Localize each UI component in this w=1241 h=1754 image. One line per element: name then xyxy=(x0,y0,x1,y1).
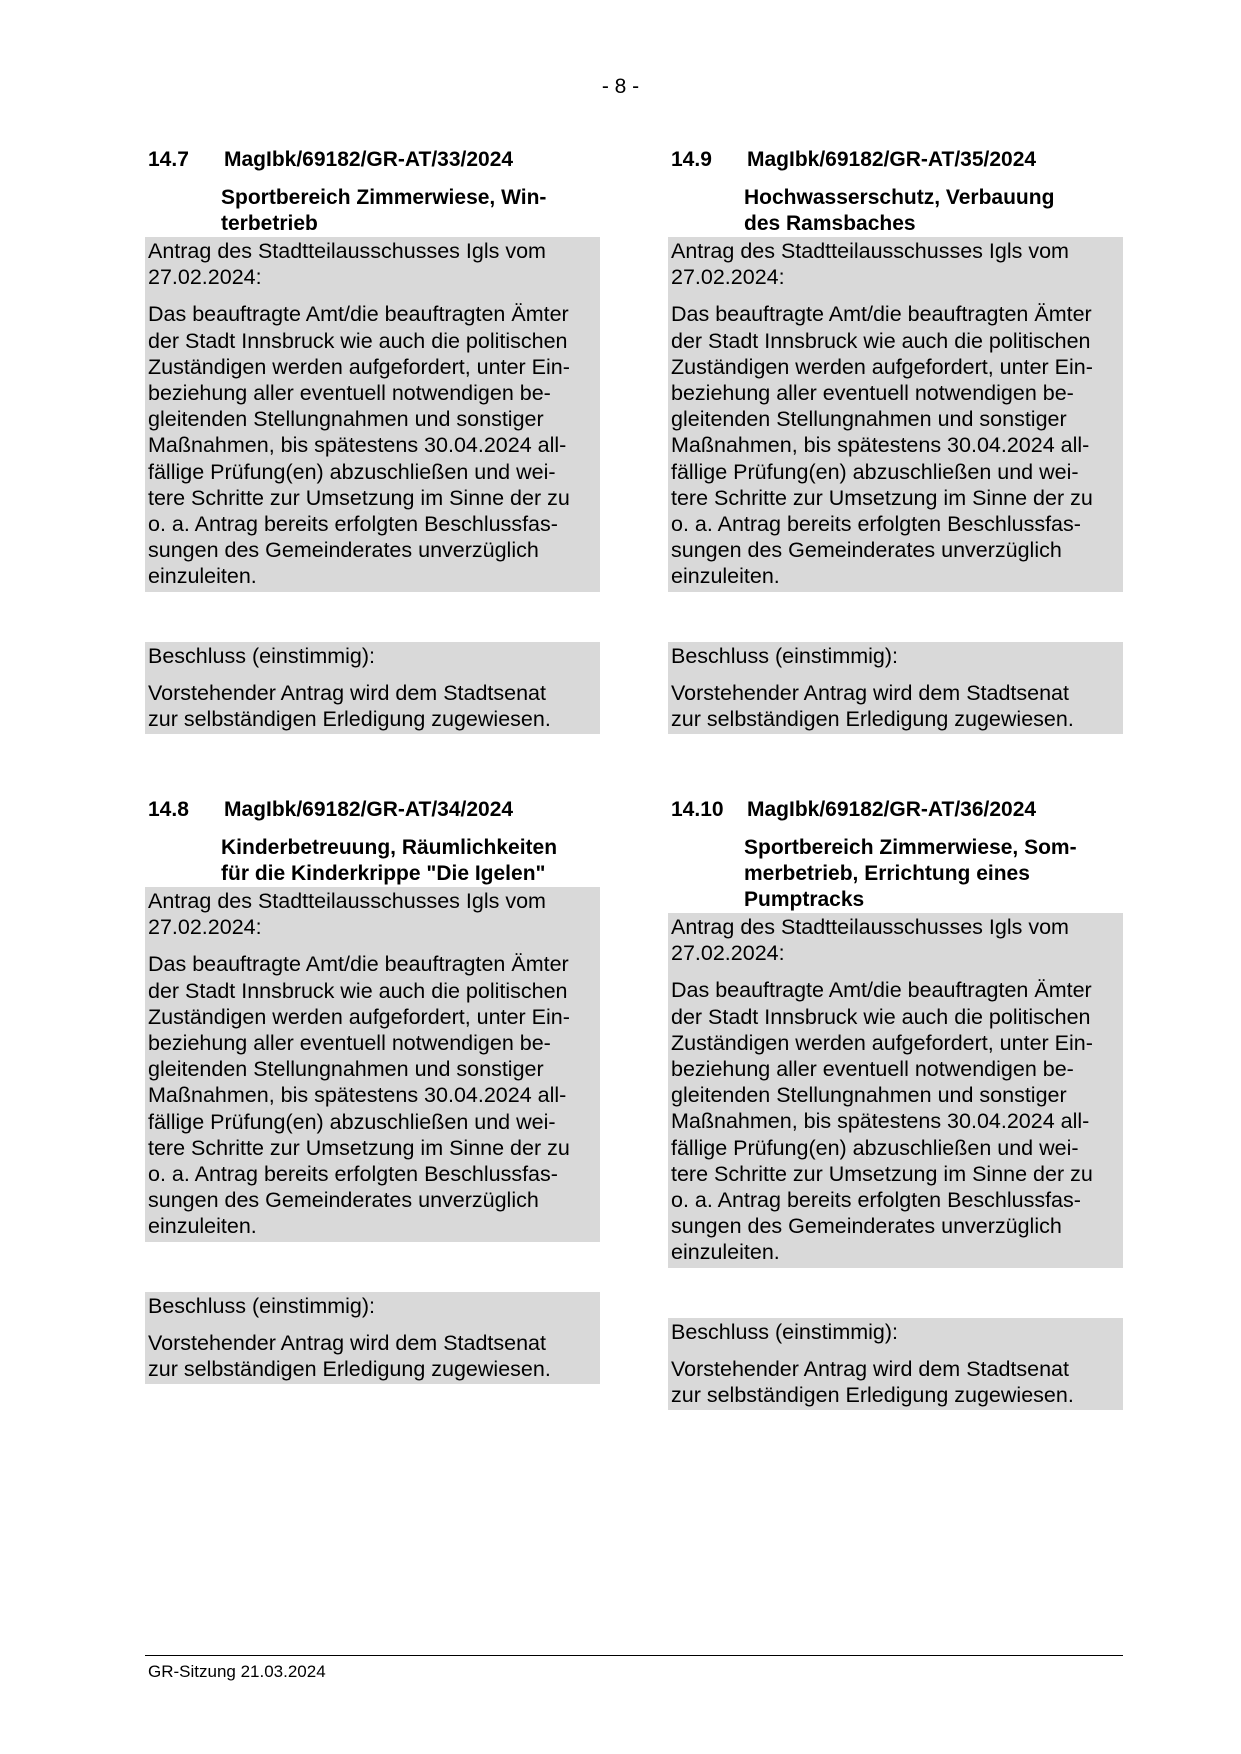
body-line: der Stadt Innsbruck wie auch die politischen xyxy=(148,978,568,1003)
resolution-text xyxy=(148,1330,597,1382)
body-line: Das beauftragte Amt/die beauftragten Ämter xyxy=(148,302,569,327)
body-line: o. a. Antrag bereits erfolgten Beschlussfas- xyxy=(148,512,558,537)
footer-session-date: GR-Sitzung 21.03.2024 xyxy=(148,1662,326,1681)
body-line: fällige Prüfung(en) abzuschließen und wei- xyxy=(671,459,1079,484)
body-line: sungen des Gemeinderates unverzüglich xyxy=(148,538,539,563)
resolution-block xyxy=(145,642,600,735)
body-line: gleitenden Stellungnahmen und sonstiger xyxy=(148,1057,544,1082)
body-line: Zuständigen werden aufgefordert, unter Ein- xyxy=(148,1004,570,1029)
resolution-text xyxy=(671,680,1120,732)
motion-body xyxy=(148,301,597,589)
agenda-item-14-10 xyxy=(668,797,1123,1410)
item-heading xyxy=(145,797,600,823)
body-line: Zuständigen werden aufgefordert, unter Ein- xyxy=(671,354,1093,379)
resolution-text xyxy=(671,1356,1120,1408)
item-heading xyxy=(145,147,600,173)
agenda-item-14-8 xyxy=(145,797,600,1384)
motion-line: 27.02.2024: xyxy=(671,265,785,290)
body-line: einzuleiten. xyxy=(671,1240,780,1265)
body-line: beziehung aller eventuell notwendigen be- xyxy=(671,381,1074,406)
item-reference: MagIbk/69182/GR-AT/34/2024 xyxy=(224,798,514,821)
motion-line: Antrag des Stadtteilausschusses Igls vom xyxy=(148,239,546,263)
motion-block xyxy=(668,913,1123,1268)
title-line: Sportbereich Zimmerwiese, Win- xyxy=(221,186,547,209)
resolution-line: Vorstehender Antrag wird dem Stadtsenat xyxy=(148,680,546,705)
item-number: 14.8 xyxy=(148,798,189,821)
resolution-block xyxy=(668,1318,1123,1411)
body-line: der Stadt Innsbruck wie auch die politischen xyxy=(148,328,568,353)
body-line: der Stadt Innsbruck wie auch die politischen xyxy=(671,328,1091,353)
body-line: fällige Prüfung(en) abzuschließen und wei- xyxy=(148,459,556,484)
motion-line: 27.02.2024: xyxy=(148,265,262,290)
resolution-line: zur selbständigen Erledigung zugewiesen. xyxy=(148,1357,551,1382)
item-title xyxy=(744,835,1114,913)
item-number: 14.10 xyxy=(671,798,724,821)
item-number: 14.9 xyxy=(671,148,712,171)
resolution-line: zur selbständigen Erledigung zugewiesen. xyxy=(671,707,1074,732)
body-line: der Stadt Innsbruck wie auch die politischen xyxy=(671,1004,1091,1029)
body-line: Das beauftragte Amt/die beauftragten Ämter xyxy=(148,952,569,977)
item-heading xyxy=(668,797,1123,823)
resolution-label: Beschluss (einstimmig): xyxy=(671,643,898,668)
body-line: beziehung aller eventuell notwendigen be- xyxy=(671,1057,1074,1082)
body-line: sungen des Gemeinderates unverzüglich xyxy=(671,1214,1062,1239)
title-line: merbetrieb, Errichtung eines xyxy=(744,862,1030,885)
body-line: sungen des Gemeinderates unverzüglich xyxy=(671,538,1062,563)
body-line: tere Schritte zur Umsetzung im Sinne der zu xyxy=(148,485,570,510)
title-line: des Ramsbaches xyxy=(744,212,916,235)
title-line: Kinderbetreuung, Räumlichkeiten xyxy=(221,836,558,859)
resolution-line: zur selbständigen Erledigung zugewiesen. xyxy=(671,1383,1074,1408)
body-line: tere Schritte zur Umsetzung im Sinne der zu xyxy=(671,1161,1093,1186)
body-line: tere Schritte zur Umsetzung im Sinne der zu xyxy=(148,1135,570,1160)
resolution-text xyxy=(148,680,597,732)
motion-body xyxy=(148,951,597,1239)
motion-block xyxy=(668,237,1123,592)
body-line: beziehung aller eventuell notwendigen be- xyxy=(148,381,551,406)
resolution-line: Vorstehender Antrag wird dem Stadtsenat xyxy=(671,1356,1069,1381)
motion-block xyxy=(145,887,600,1242)
body-line: einzuleiten. xyxy=(148,564,257,589)
motion-line: 27.02.2024: xyxy=(148,915,262,940)
body-line: fällige Prüfung(en) abzuschließen und wei- xyxy=(671,1135,1079,1160)
motion-block xyxy=(145,237,600,592)
resolution-line: Vorstehender Antrag wird dem Stadtsenat xyxy=(671,680,1069,705)
item-title xyxy=(221,835,591,887)
title-line: terbetrieb xyxy=(221,212,318,235)
body-line: tere Schritte zur Umsetzung im Sinne der zu xyxy=(671,485,1093,510)
title-line: Hochwasserschutz, Verbauung xyxy=(744,186,1055,209)
resolution-label: Beschluss (einstimmig): xyxy=(148,1293,375,1318)
body-line: o. a. Antrag bereits erfolgten Beschlussfas- xyxy=(671,512,1081,537)
motion-body xyxy=(671,301,1120,589)
item-reference: MagIbk/69182/GR-AT/33/2024 xyxy=(224,148,514,171)
agenda-item-14-9 xyxy=(668,147,1123,734)
body-line: beziehung aller eventuell notwendigen be- xyxy=(148,1031,551,1056)
title-line: Sportbereich Zimmerwiese, Som- xyxy=(744,836,1077,859)
body-line: Das beauftragte Amt/die beauftragten Ämter xyxy=(671,978,1092,1003)
title-line: Pumptracks xyxy=(744,888,865,911)
body-line: o. a. Antrag bereits erfolgten Beschlussfas- xyxy=(671,1188,1081,1213)
body-line: Zuständigen werden aufgefordert, unter Ein- xyxy=(671,1030,1093,1055)
body-line: fällige Prüfung(en) abzuschließen und wei- xyxy=(148,1109,556,1134)
item-title xyxy=(744,185,1114,237)
footer-divider xyxy=(145,1655,1123,1656)
body-line: o. a. Antrag bereits erfolgten Beschlussfas- xyxy=(148,1162,558,1187)
motion-line: Antrag des Stadtteilausschusses Igls vom xyxy=(671,915,1069,939)
body-line: gleitenden Stellungnahmen und sonstiger xyxy=(671,407,1067,432)
body-line: sungen des Gemeinderates unverzüglich xyxy=(148,1188,539,1213)
resolution-line: zur selbständigen Erledigung zugewiesen. xyxy=(148,707,551,732)
body-line: einzuleiten. xyxy=(671,564,780,589)
body-line: Zuständigen werden aufgefordert, unter Ein- xyxy=(148,354,570,379)
item-heading xyxy=(668,147,1123,173)
body-line: Maßnahmen, bis spätestens 30.04.2024 all- xyxy=(671,433,1090,458)
page-number: - 8 - xyxy=(601,75,640,98)
body-line: Maßnahmen, bis spätestens 30.04.2024 all- xyxy=(148,433,567,458)
resolution-block xyxy=(668,642,1123,735)
body-line: gleitenden Stellungnahmen und sonstiger xyxy=(671,1083,1067,1108)
body-line: Maßnahmen, bis spätestens 30.04.2024 all- xyxy=(671,1109,1090,1134)
item-reference: MagIbk/69182/GR-AT/36/2024 xyxy=(747,798,1037,821)
resolution-block xyxy=(145,1292,600,1385)
item-number: 14.7 xyxy=(148,148,189,171)
agenda-item-14-7 xyxy=(145,147,600,734)
motion-line: Antrag des Stadtteilausschusses Igls vom xyxy=(148,889,546,913)
resolution-label: Beschluss (einstimmig): xyxy=(671,1319,898,1344)
body-line: Maßnahmen, bis spätestens 30.04.2024 all- xyxy=(148,1083,567,1108)
resolution-label: Beschluss (einstimmig): xyxy=(148,643,375,668)
item-reference: MagIbk/69182/GR-AT/35/2024 xyxy=(747,148,1037,171)
motion-body xyxy=(671,977,1120,1265)
motion-line: 27.02.2024: xyxy=(671,941,785,966)
item-title xyxy=(221,185,591,237)
body-line: einzuleiten. xyxy=(148,1214,257,1239)
motion-line: Antrag des Stadtteilausschusses Igls vom xyxy=(671,239,1069,263)
body-line: gleitenden Stellungnahmen und sonstiger xyxy=(148,407,544,432)
body-line: Das beauftragte Amt/die beauftragten Ämter xyxy=(671,302,1092,327)
title-line: für die Kinderkrippe "Die Igelen" xyxy=(221,862,546,885)
resolution-line: Vorstehender Antrag wird dem Stadtsenat xyxy=(148,1330,546,1355)
